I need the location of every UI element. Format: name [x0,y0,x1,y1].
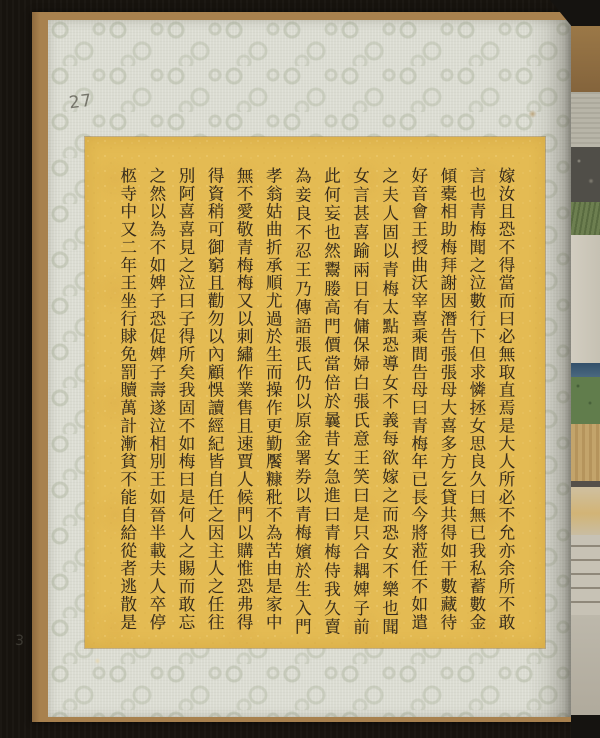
corner-pencil-mark: 3 [14,632,25,650]
text-column: 好音會王授曲沃宰喜乘間告母曰青梅年已長今將蒞任不如遣 [408,167,428,632]
text-column: 柩寺中又二年王坐行賕免罰贖萬計漸貧不能自給從者逃散是 [117,167,137,632]
calligraphy-text-block [112,167,520,637]
fore-edge-board-edge [571,26,600,92]
fore-edge-tan-band [571,424,600,481]
text-column: 為妾良不忍王乃傳語張氏仍以原金署券以青梅嬪於生入門 [292,167,312,637]
folio-number-pencil: 27 [67,90,94,114]
text-column: 言也青梅聞之泣數行下但求憐拯女思良久曰無已我私蓄數金 [466,167,486,632]
text-column: 無不愛敬青梅梅又以刺繡作業售且速賈人候門以購惟恐弗得 [234,167,254,632]
text-column: 別阿喜喜見之泣曰子得所矣我固不如梅曰是何人之賜而敢忘 [175,167,195,632]
foxing-spot [94,658,101,664]
fore-edge-foliage-upper [571,202,600,235]
fore-edge-gold-fringe [571,487,600,535]
fore-edge-dark-top [571,0,600,26]
fore-edge-strip [571,0,600,738]
text-column: 傾橐相助梅拜謝因潛告張張母大喜多方乞貸共得如干數藏待 [437,167,457,632]
fore-edge-dark-bottom [571,715,600,738]
fore-edge-painting-sliver [571,147,600,202]
manuscript-paper-panel [85,137,545,648]
text-column: 得資稍可御窮且勸勿以內顧悞讀經紀皆自任之因主人之任往 [205,167,225,632]
fore-edge-pale-grey [571,615,600,715]
text-column: 之然以為不如婢子恐促婢子壽遂泣相別王如晉半載夫人卒停 [146,167,166,632]
text-column: 之夫人固以青梅太點恐導女不義每欲嫁之而恐女不樂也聞 [379,167,399,637]
fore-edge-pale-wall [571,235,600,363]
fore-edge-blue-stripe [571,363,600,377]
text-column: 女言甚喜踰兩日有傭保婦白張氏意王笑曰是只合耦婢子前 [350,167,370,637]
fore-edge-foliage-lower [571,377,600,424]
fore-edge-planks [571,535,600,615]
foxing-spot [528,110,537,118]
fore-edge-pages-edge [571,92,600,147]
text-column: 嫁汝且恐不得當而曰必無取直焉是大人所必不允亦余所不敢 [496,167,515,632]
text-column: 孝翁姑曲折承順尤過於生而操作更勤饜糠秕不為苦由是家中 [263,167,283,632]
text-column: 此何妄也然鬻媵高門價當倍於曩昔女急進曰青梅侍我久賣 [321,167,341,637]
